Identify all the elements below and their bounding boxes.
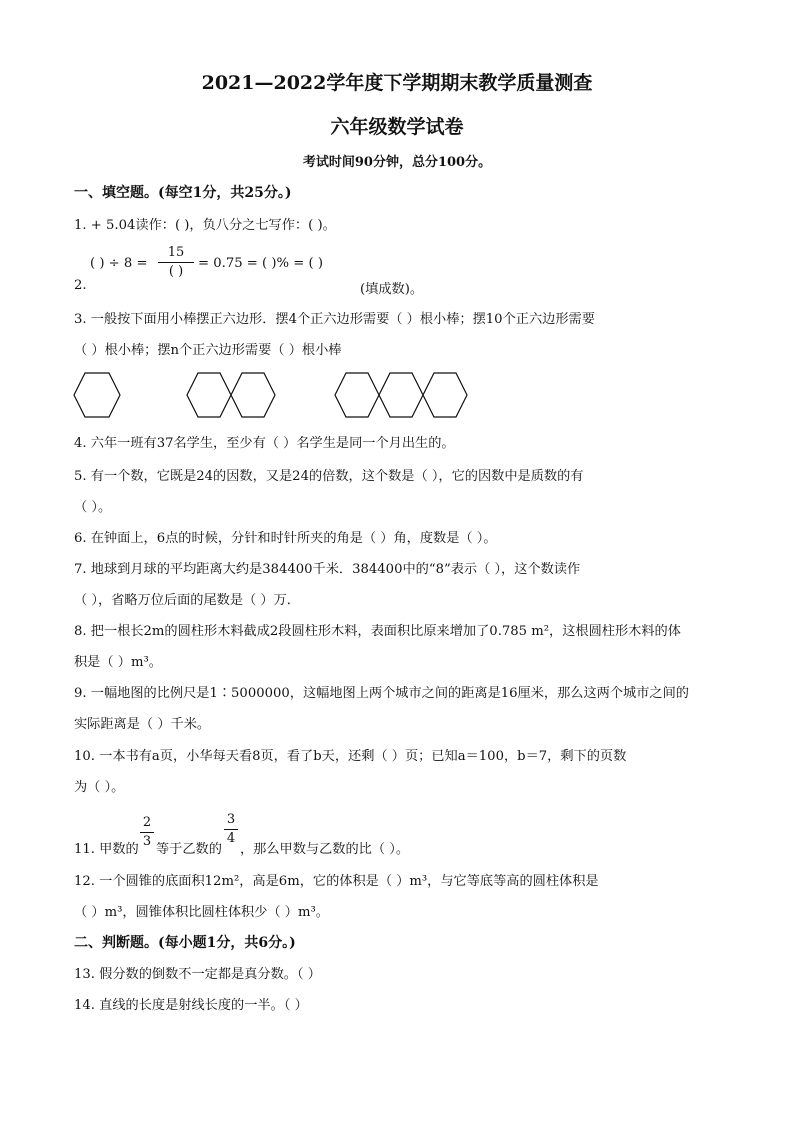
question-14: 14. 直线的长度是射线长度的一半。（ ） bbox=[74, 998, 308, 1013]
question-10-line1: 10. 一本书有a页，小华每天看8页，看了b天，还剩（ ）页；已知a＝100，b＝7，剩下的页数 bbox=[74, 749, 627, 764]
question-10-line2: 为（ ）。 bbox=[74, 780, 125, 795]
fraction-bar bbox=[140, 832, 154, 833]
q2-fraction-denominator: ( ) bbox=[168, 264, 184, 279]
question-13: 13. 假分数的倒数不一定都是真分数。（ ） bbox=[74, 967, 321, 982]
hexagon bbox=[379, 373, 423, 417]
question-1: 1. + 5.04读作：( )，负八分之七写作：( )。 bbox=[74, 218, 336, 233]
exam-title: 2021—2022学年度下学期期末教学质量测查 bbox=[201, 72, 593, 94]
question-3-line1: 3. 一般按下面用小棒摆正六边形．摆4个正六边形需要（ ）根小棒；摆10个正六边形需要 bbox=[74, 312, 595, 327]
q11-fraction-a bbox=[140, 815, 154, 850]
question-12-line2: （ ）m³，圆锥体积比圆柱体积少（ ）m³。 bbox=[74, 905, 329, 920]
question-8-line2: 积是（ ）m³。 bbox=[74, 655, 162, 670]
q11-fraction-a-numerator: 2 bbox=[142, 815, 152, 830]
q11-mid: 等于乙数的 bbox=[156, 842, 222, 857]
q11-fraction-b-denominator: 4 bbox=[226, 831, 236, 846]
q2-left-expression: ( ) ÷ 8 = bbox=[90, 256, 148, 271]
hexagon bbox=[335, 373, 379, 417]
fraction-bar bbox=[158, 262, 194, 263]
question-5-line1: 5. 有一个数，它既是24的因数，又是24的倍数，这个数是（ ），它的因数中是质数的有 bbox=[74, 469, 584, 484]
question-5-line2: （ ）。 bbox=[74, 500, 112, 515]
hexagon bbox=[74, 373, 120, 417]
q2-right-expression: = 0.75 = ( )% = ( ) bbox=[198, 256, 323, 271]
exam-info: 考试时间90分钟，总分100分。 bbox=[302, 155, 492, 170]
q2-note: (填成数)。 bbox=[360, 282, 424, 297]
section1-heading: 一、填空题。(每空1分，共25分。) bbox=[74, 185, 292, 201]
two-hexagons-figure bbox=[186, 372, 278, 418]
question-4: 4. 六年一班有37名学生，至少有（ ）名学生是同一个月出生的。 bbox=[74, 436, 455, 451]
question-7-line1: 7. 地球到月球的平均距离大约是384400千米．384400中的“8”表示（ ），这个数读作 bbox=[74, 562, 581, 577]
q11-fraction-b bbox=[224, 812, 238, 847]
hexagon bbox=[187, 373, 231, 417]
question-9-line1: 9. 一幅地图的比例尺是1∶5000000，这幅地图上两个城市之间的距离是16厘米，那么这两个城市之间的 bbox=[74, 686, 689, 701]
hexagon bbox=[423, 373, 467, 417]
exam-subtitle: 六年级数学试卷 bbox=[330, 116, 464, 138]
q11-fraction-b-numerator: 3 bbox=[226, 812, 236, 827]
section2-heading: 二、判断题。(每小题1分，共6分。) bbox=[74, 935, 296, 951]
q11-prefix: 11. 甲数的 bbox=[74, 842, 139, 857]
question-3-line2: （ ）根小棒；摆n个正六边形需要（ ）根小棒 bbox=[74, 343, 342, 358]
three-hexagons-figure bbox=[334, 372, 468, 418]
question-12-line1: 12. 一个圆锥的底面积12m²，高是6m，它的体积是（ ）m³，与它等底等高的圆柱体积是 bbox=[74, 874, 599, 889]
q11-fraction-a-denominator: 3 bbox=[142, 834, 152, 849]
question-7-line2: （ ），省略万位后面的尾数是（ ）万． bbox=[74, 593, 300, 608]
q2-number: 2. bbox=[74, 278, 87, 293]
q11-suffix: ，那么甲数与乙数的比（ ）。 bbox=[240, 842, 410, 857]
question-8-line1: 8. 把一根长2m的圆柱形木料截成2段圆柱形木料，表面积比原来增加了0.785 m²，这根圆柱形木料的体 bbox=[74, 624, 681, 639]
fraction-bar bbox=[224, 829, 238, 830]
question-6: 6. 在钟面上，6点的时候，分针和时针所夹的角是（ ）角，度数是（ ）。 bbox=[74, 531, 497, 546]
q2-fraction-numerator: 15 bbox=[167, 245, 185, 260]
one-hexagon-figure bbox=[73, 372, 121, 418]
q2-fraction bbox=[158, 245, 194, 280]
question-9-line2: 实际距离是（ ）千米。 bbox=[74, 717, 211, 732]
hexagon bbox=[231, 373, 275, 417]
